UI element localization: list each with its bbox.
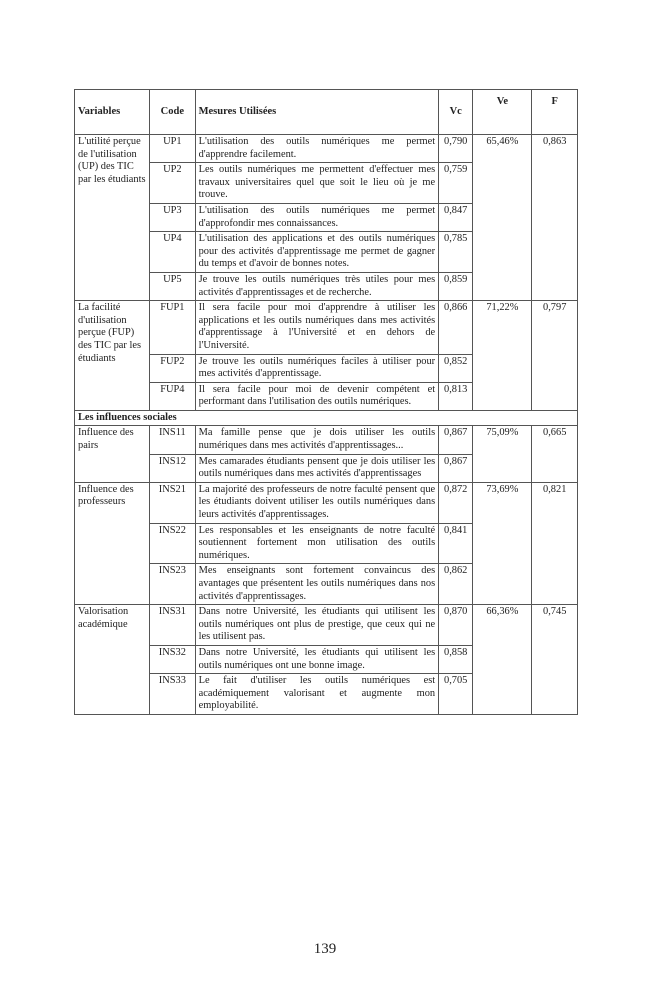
header-variables: Variables: [75, 90, 150, 135]
table-row: [75, 135, 578, 163]
header-mesures: Mesures Utilisées: [195, 90, 439, 135]
measure-cell: La majorité des professeurs de notre faculté pensent que les étudiants doivent utiliser les outils numériques dans leurs activités d'apprentissages.: [195, 482, 439, 523]
f-cell: 0,863: [532, 135, 578, 301]
vc-cell: 0,705: [439, 674, 473, 715]
table-row: [75, 301, 578, 354]
f-cell: 0,797: [532, 301, 578, 411]
measures-table: [74, 89, 578, 715]
vc-cell: 0,858: [439, 645, 473, 673]
vc-cell: 0,785: [439, 232, 473, 273]
section-row: [75, 410, 578, 426]
vc-cell: 0,866: [439, 301, 473, 354]
code-cell: INS33: [150, 674, 196, 715]
measure-cell: Il sera facile pour moi de devenir compétent et performant dans l'utilisation des outils numériques.: [195, 382, 439, 410]
measure-cell: Il sera facile pour moi d'apprendre à utiliser les applications et les outils numériques dans mes activités d'apprentissage à l'Université et en dehors de l'Université.: [195, 301, 439, 354]
variable-cell: Influence des professeurs: [75, 482, 150, 604]
code-cell: INS23: [150, 564, 196, 605]
code-cell: INS21: [150, 482, 196, 523]
vc-cell: 0,872: [439, 482, 473, 523]
ve-cell: 73,69%: [473, 482, 532, 604]
vc-cell: 0,813: [439, 382, 473, 410]
measure-cell: L'utilisation des outils numériques me permet d'apprendre facilement.: [195, 135, 439, 163]
measure-cell: Ma famille pense que je dois utiliser les outils numériques dans mes activités d'apprentissages...: [195, 426, 439, 454]
f-cell: 0,745: [532, 605, 578, 715]
measure-cell: Je trouve les outils numériques faciles à utiliser pour mes activités d'apprentissage.: [195, 354, 439, 382]
variable-cell: Influence des pairs: [75, 426, 150, 482]
header-vc: Vc: [439, 90, 473, 135]
code-cell: UP2: [150, 163, 196, 204]
vc-cell: 0,759: [439, 163, 473, 204]
measure-cell: Dans notre Université, les étudiants qui utilisent les outils numériques ont une bonne image.: [195, 645, 439, 673]
vc-cell: 0,790: [439, 135, 473, 163]
ve-cell: 75,09%: [473, 426, 532, 482]
vc-cell: 0,841: [439, 523, 473, 564]
table-row: [75, 426, 578, 454]
table-header-row: [75, 90, 578, 135]
measure-cell: Les outils numériques me permettent d'effectuer mes travaux universitaires quel que soit le lieu où je me trouve.: [195, 163, 439, 204]
variable-cell: La facilité d'utilisation perçue (FUP) des TIC par les étudiants: [75, 301, 150, 411]
vc-cell: 0,867: [439, 454, 473, 482]
ve-cell: 65,46%: [473, 135, 532, 301]
vc-cell: 0,862: [439, 564, 473, 605]
code-cell: INS31: [150, 605, 196, 646]
code-cell: INS12: [150, 454, 196, 482]
code-cell: FUP2: [150, 354, 196, 382]
ve-cell: 66,36%: [473, 605, 532, 715]
vc-cell: 0,867: [439, 426, 473, 454]
code-cell: INS22: [150, 523, 196, 564]
header-ve: Ve: [473, 90, 532, 135]
code-cell: INS32: [150, 645, 196, 673]
f-cell: 0,665: [532, 426, 578, 482]
table-row: [75, 605, 578, 646]
page-number: 139: [313, 941, 337, 957]
vc-cell: 0,859: [439, 272, 473, 300]
code-cell: INS11: [150, 426, 196, 454]
measure-cell: L'utilisation des applications et des outils numériques pour des activités d'apprentissage me permet de gagner du temps et d'avoir de bonnes notes.: [195, 232, 439, 273]
variable-cell: Valorisation académique: [75, 605, 150, 715]
vc-cell: 0,870: [439, 605, 473, 646]
code-cell: UP3: [150, 203, 196, 231]
code-cell: FUP1: [150, 301, 196, 354]
code-cell: UP5: [150, 272, 196, 300]
header-code: Code: [150, 90, 196, 135]
code-cell: UP4: [150, 232, 196, 273]
code-cell: FUP4: [150, 382, 196, 410]
code-cell: UP1: [150, 135, 196, 163]
f-cell: 0,821: [532, 482, 578, 604]
measure-cell: Mes camarades étudiants pensent que je dois utiliser les outils numériques dans mes activités d'apprentissages: [195, 454, 439, 482]
header-f: F: [532, 90, 578, 135]
vc-cell: 0,852: [439, 354, 473, 382]
measure-cell: Dans notre Université, les étudiants qui utilisent les outils numériques ont plus de prestige, que ceux qui ne les utilisent pas.: [195, 605, 439, 646]
section-title: Les influences sociales: [75, 410, 578, 426]
ve-cell: 71,22%: [473, 301, 532, 411]
measure-cell: Je trouve les outils numériques très utiles pour mes activités d'apprentissages et de recherche.: [195, 272, 439, 300]
measure-cell: Les responsables et les enseignants de notre faculté soutiennent fortement mon utilisation des outils numériques.: [195, 523, 439, 564]
vc-cell: 0,847: [439, 203, 473, 231]
variable-cell: L'utilité perçue de l'utilisation (UP) des TIC par les étudiants: [75, 135, 150, 301]
measure-cell: L'utilisation des outils numériques me permet d'approfondir mes connaissances.: [195, 203, 439, 231]
measure-cell: Mes enseignants sont fortement convaincus des avantages que présentent les outils numériques dans nos activités d'apprentissages.: [195, 564, 439, 605]
table-row: [75, 482, 578, 523]
measure-cell: Le fait d'utiliser les outils numériques est académiquement valorisant et augmente mon employabilité.: [195, 674, 439, 715]
